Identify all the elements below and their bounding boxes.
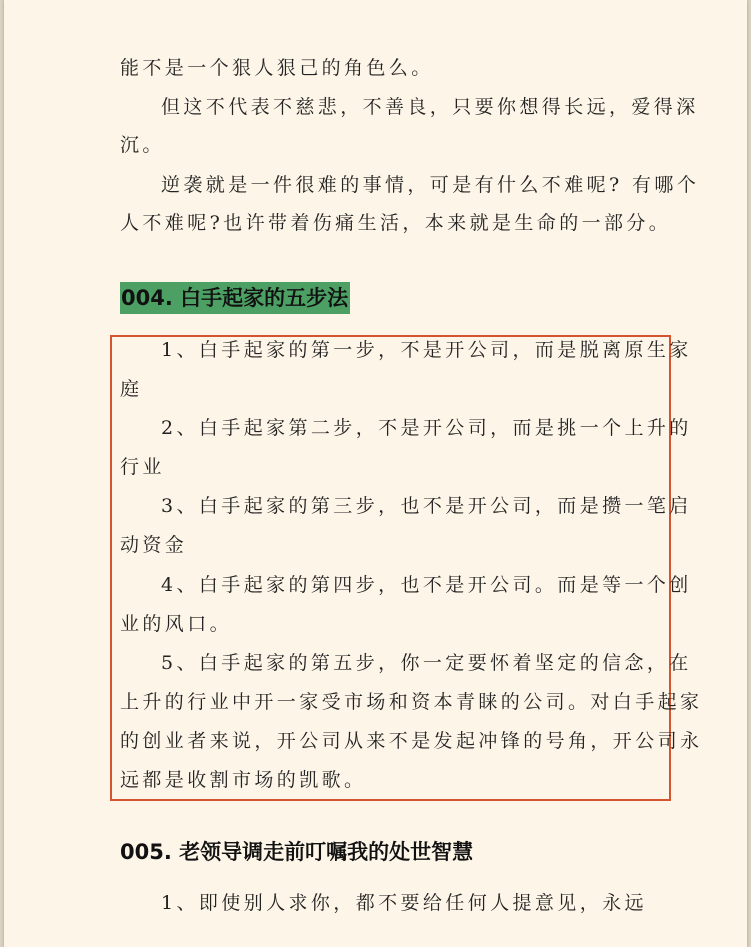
step-1-line-1: 1、白手起家的第一步，不是开公司，而是脱离原生家 <box>161 339 692 361</box>
section-004-title: 004. 白手起家的五步法 <box>120 282 350 314</box>
step-1-line-2: 庭 <box>120 378 143 400</box>
step-3-line-1: 3、白手起家的第三步，也不是开公司，而是攒一笔启 <box>161 495 692 517</box>
intro-line-3: 沉。 <box>120 134 165 156</box>
step-5-line-1: 5、白手起家的第五步，你一定要怀着坚定的信念，在 <box>161 652 692 674</box>
document-page <box>4 0 747 947</box>
step-2-line-1: 2、白手起家第二步，不是开公司，而是挑一个上升的 <box>161 417 692 439</box>
step-5-line-3: 的创业者来说，开公司从来不是发起冲锋的号角，开公司永 <box>120 730 703 752</box>
intro-line-1: 能不是一个狠人狠己的角色么。 <box>120 57 434 79</box>
step-5-line-4: 远都是收割市场的凯歌。 <box>120 769 367 791</box>
intro-line-5: 人不难呢?也许带着伤痛生活，本来就是生命的一部分。 <box>120 212 672 234</box>
step-4-line-1: 4、白手起家的第四步，也不是开公司。而是等一个创 <box>161 574 692 596</box>
intro-line-2: 但这不代表不慈悲，不善良，只要你想得长远，爱得深 <box>161 96 699 118</box>
intro-line-4: 逆袭就是一件很难的事情，可是有什么不难呢? 有哪个 <box>161 174 700 196</box>
step-2-line-2: 行业 <box>120 456 165 478</box>
section-005-line-1: 1、即使别人求你，都不要给任何人提意见，永远 <box>161 892 647 914</box>
step-4-line-2: 业的风口。 <box>120 613 233 635</box>
step-3-line-2: 动资金 <box>120 534 188 556</box>
section-005-title: 005. 老领导调走前叮嘱我的处世智慧 <box>120 840 474 864</box>
step-5-line-2: 上升的行业中开一家受市场和资本青睐的公司。对白手起家 <box>120 691 703 713</box>
